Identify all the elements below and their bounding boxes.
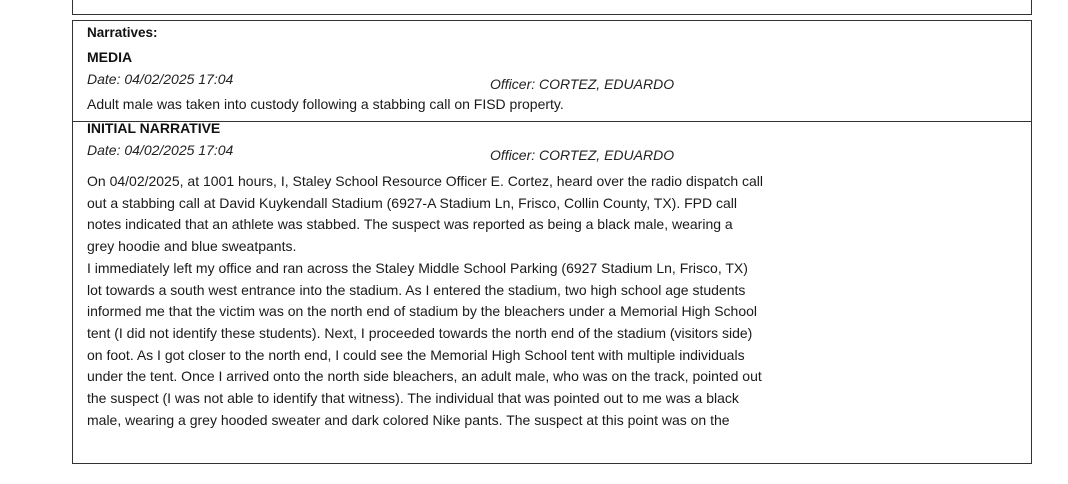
narrative-line: under the tent. Once I arrived onto the north side bleachers, an adult male, who was on the track, pointed out bbox=[87, 368, 762, 385]
initial-narrative-date: Date: 04/02/2025 17:04 bbox=[87, 142, 234, 158]
media-title: MEDIA bbox=[87, 49, 133, 65]
initial-narrative-body bbox=[87, 171, 967, 431]
narratives-label: Narratives: bbox=[87, 25, 158, 40]
narrative-line: tent (I did not identify these students). Next, I proceeded towards the north end of the stadium (visitors side) bbox=[87, 324, 753, 341]
narrative-line: notes indicated that an athlete was stabbed. The suspect was reported as being a black male, wearing a bbox=[87, 216, 733, 233]
media-date: Date: 04/02/2025 17:04 bbox=[87, 71, 234, 87]
initial-narrative-officer: Officer: CORTEZ, EDUARDO bbox=[490, 147, 675, 163]
narrative-line: the suspect (I was not able to identify that witness). The individual that was pointed out to me was a black bbox=[87, 390, 739, 407]
narratives-section bbox=[72, 20, 1032, 464]
narrative-line: On 04/02/2025, at 1001 hours, I, Staley School Resource Officer E. Cortez, heard over the radio dispatch call bbox=[87, 173, 764, 189]
narrative-line: lot towards a south west entrance into the stadium. As I entered the stadium, two high school age students bbox=[87, 281, 746, 298]
initial-narrative-title: INITIAL NARRATIVE bbox=[87, 120, 221, 136]
previous-section-box bbox=[72, 0, 1032, 15]
narrative-line: out a stabbing call at David Kuykendall Stadium (6927-A Stadium Ln, Frisco, Collin County, TX). FPD call bbox=[87, 194, 738, 211]
narrative-line: grey hoodie and blue sweatpants. bbox=[87, 238, 297, 255]
media-text: Adult male was taken into custody following a stabbing call on FISD property. bbox=[87, 96, 564, 112]
narrative-line: male, wearing a grey hooded sweater and dark colored Nike pants. The suspect at this point was on the bbox=[87, 411, 730, 428]
narrative-line: informed me that the victim was on the north end of stadium by the bleachers under a Memorial High School bbox=[87, 303, 758, 320]
narrative-line: I immediately left my office and ran across the Staley Middle School Parking (6927 Stadium Ln, Frisco, TX) bbox=[87, 259, 748, 276]
narrative-line: on foot. As I got closer to the north end, I could see the Memorial High School tent with multiple individuals bbox=[87, 346, 745, 363]
media-officer: Officer: CORTEZ, EDUARDO bbox=[490, 76, 675, 92]
